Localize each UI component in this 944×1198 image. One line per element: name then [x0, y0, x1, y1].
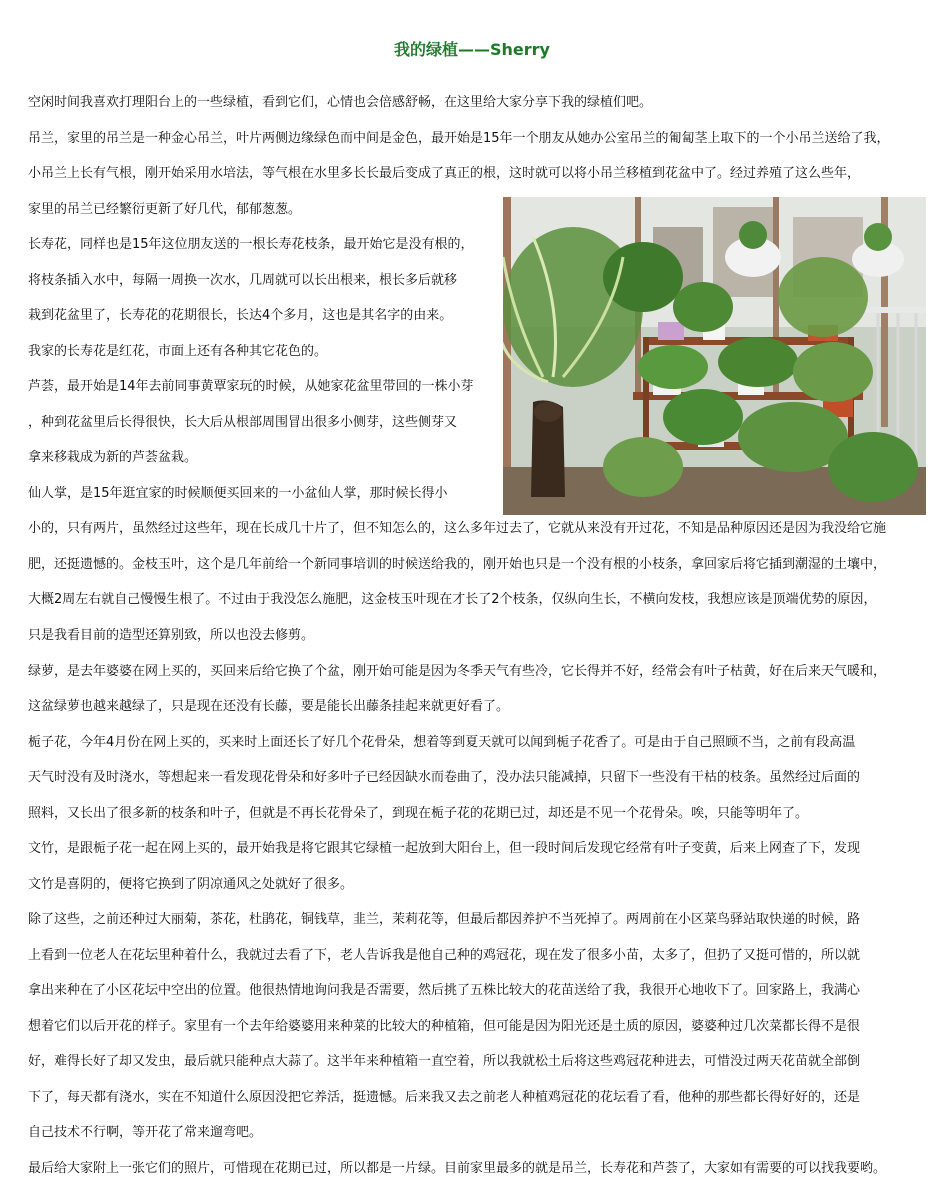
paragraph-line: 芦荟，最开始是14年去前同事黄覃家玩的时候，从她家花盆里带回的一株小芽: [28, 379, 474, 394]
paragraph-line: 文竹，是跟栀子花一起在网上买的，最开始我是将它跟其它绿植一起放到大阳台上，但一段时间后发现它经常有叶子变黄，后来上网查了下，发现: [28, 841, 861, 856]
paragraph-line: 这盆绿萝也越来越绿了，只是现在还没有长藤，要是能长出藤条挂起来就更好看了。: [28, 699, 510, 714]
paragraph-line: 肥，还挺遗憾的。金枝玉叶，这个是几年前给一个新同事培训的时候送给我的，刚开始也只是一个没有根的小枝条，拿回家后将它插到潮湿的土壤中，: [28, 557, 887, 572]
paragraph-line: 大概2周左右就自己慢慢生根了。不过由于我没怎么施肥，这金枝玉叶现在才长了2个枝条，仅纵向生长，不横向发枝，我想应该是顶端优势的原因，: [28, 592, 877, 607]
paragraph-line: 好，难得长好了却又发虫，最后就只能种点大蒜了。这半年来种植箱一直空着，所以我就松土后将这些鸡冠花种进去，可惜没过两天花苗就全部倒: [28, 1054, 861, 1069]
paragraph-line: 只是我看目前的造型还算别致，所以也没去修剪。: [28, 628, 315, 643]
paragraph-line: 小吊兰上长有气根，刚开始采用水培法，等气根在水里多长长最后变成了真正的根，这时就可以将小吊兰移植到花盆中了。经过养殖了这么些年，: [28, 166, 861, 181]
plants-photo: [503, 197, 926, 515]
paragraph-line: 下了，每天都有浇水，实在不知道什么原因没把它养活，挺遗憾。后来我又去之前老人种植鸡冠花的花坛看了看，他种的那些都长得好好的，还是: [28, 1090, 861, 1105]
paragraph-line: 上看到一位老人在花坛里种着什么，我就过去看了下，老人告诉我是他自己种的鸡冠花，现在发了很多小苗，太多了，但扔了又挺可惜的，所以就: [28, 948, 861, 963]
paragraph-line: 拿出来种在了小区花坛中空出的位置。他很热情地询问我是否需要，然后挑了五株比较大的花苗送给了我，我很开心地收下了。回家路上，我满心: [28, 983, 861, 998]
page-title: 我的绿植——Sherry: [394, 40, 550, 59]
paragraph-line: 栀子花，今年4月份在网上买的，买来时上面还长了好几个花骨朵，想着等到夏天就可以闻到栀子花香了。可是由于自己照顾不当，之前有段高温: [28, 735, 856, 750]
paragraph-line: 自己技术不行啊，等开花了常来遛弯吧。: [28, 1125, 263, 1140]
paragraph-line: 长寿花，同样也是15年这位朋友送的一根长寿花枝条，最开始它是没有根的，: [28, 237, 474, 252]
paragraph-line: 空闲时间我喜欢打理阳台上的一些绿植，看到它们，心情也会倍感舒畅，在这里给大家分享下我的绿植们吧。: [28, 95, 653, 110]
paragraph-line: 天气时没有及时浇水，等想起来一看发现花骨朵和好多叶子已经因缺水而卷曲了，没办法只能减掉，只留下一些没有干枯的枝条。虽然经过后面的: [28, 770, 861, 785]
paragraph-line: 小的，只有两片，虽然经过这些年，现在长成几十片了，但不知怎么的，这么多年过去了，它就从来没有开过花，不知是品种原因还是因为我没给它施: [28, 521, 887, 536]
paragraph-line: 家里的吊兰已经繁衍更新了好几代，郁郁葱葱。: [28, 202, 302, 217]
paragraph-line: 我家的长寿花是红花，市面上还有各种其它花色的。: [28, 344, 328, 359]
paragraph-line: 除了这些，之前还种过大丽菊，茶花，杜鹃花，铜钱草，韭兰，茉莉花等，但最后都因养护不当死掉了。两周前在小区菜鸟驿站取快递的时候，路: [28, 912, 861, 927]
paragraph-line: ，种到花盆里后长得很快，长大后从根部周围冒出很多小侧芽，这些侧芽又: [28, 415, 458, 430]
paragraph-line: 想着它们以后开花的样子。家里有一个去年给婆婆用来种菜的比较大的种植箱，但可能是因为阳光还是土质的原因，婆婆种过几次菜都长得不是很: [28, 1019, 861, 1034]
paragraph-line: 绿萝，是去年婆婆在网上买的，买回来后给它换了个盆，刚开始可能是因为冬季天气有些冷，它长得并不好，经常会有叶子枯黄，好在后来天气暖和，: [28, 664, 887, 679]
paragraph-line: 仙人掌，是15年逛宜家的时候顺便买回来的一小盆仙人掌，那时候长得小: [28, 486, 448, 501]
paragraph-line: 吊兰，家里的吊兰是一种金心吊兰，叶片两侧边缘绿色而中间是金色，最开始是15年一个朋友从她办公室吊兰的匍匐茎上取下的一个小吊兰送给了我，: [28, 131, 890, 146]
paragraph-line: 最后给大家附上一张它们的照片，可惜现在花期已过，所以都是一片绿。目前家里最多的就是吊兰，长寿花和芦荟了，大家如有需要的可以找我要哟。: [28, 1161, 887, 1176]
paragraph-line: 拿来移栽成为新的芦荟盆栽。: [28, 450, 198, 465]
paragraph-line: 照料，又长出了很多新的枝条和叶子，但就是不再长花骨朵了，到现在栀子花的花期已过，却还是不见一个花骨朵。唉，只能等明年了。: [28, 806, 809, 821]
paragraph-line: 文竹是喜阴的，便将它换到了阴凉通风之处就好了很多。: [28, 877, 354, 892]
paragraph-line: 将枝条插入水中，每隔一周换一次水，几周就可以长出根来，根长多后就移: [28, 273, 458, 288]
paragraph-line: 栽到花盆里了，长寿花的花期很长，长达4个多月，这也是其名字的由来。: [28, 308, 453, 323]
